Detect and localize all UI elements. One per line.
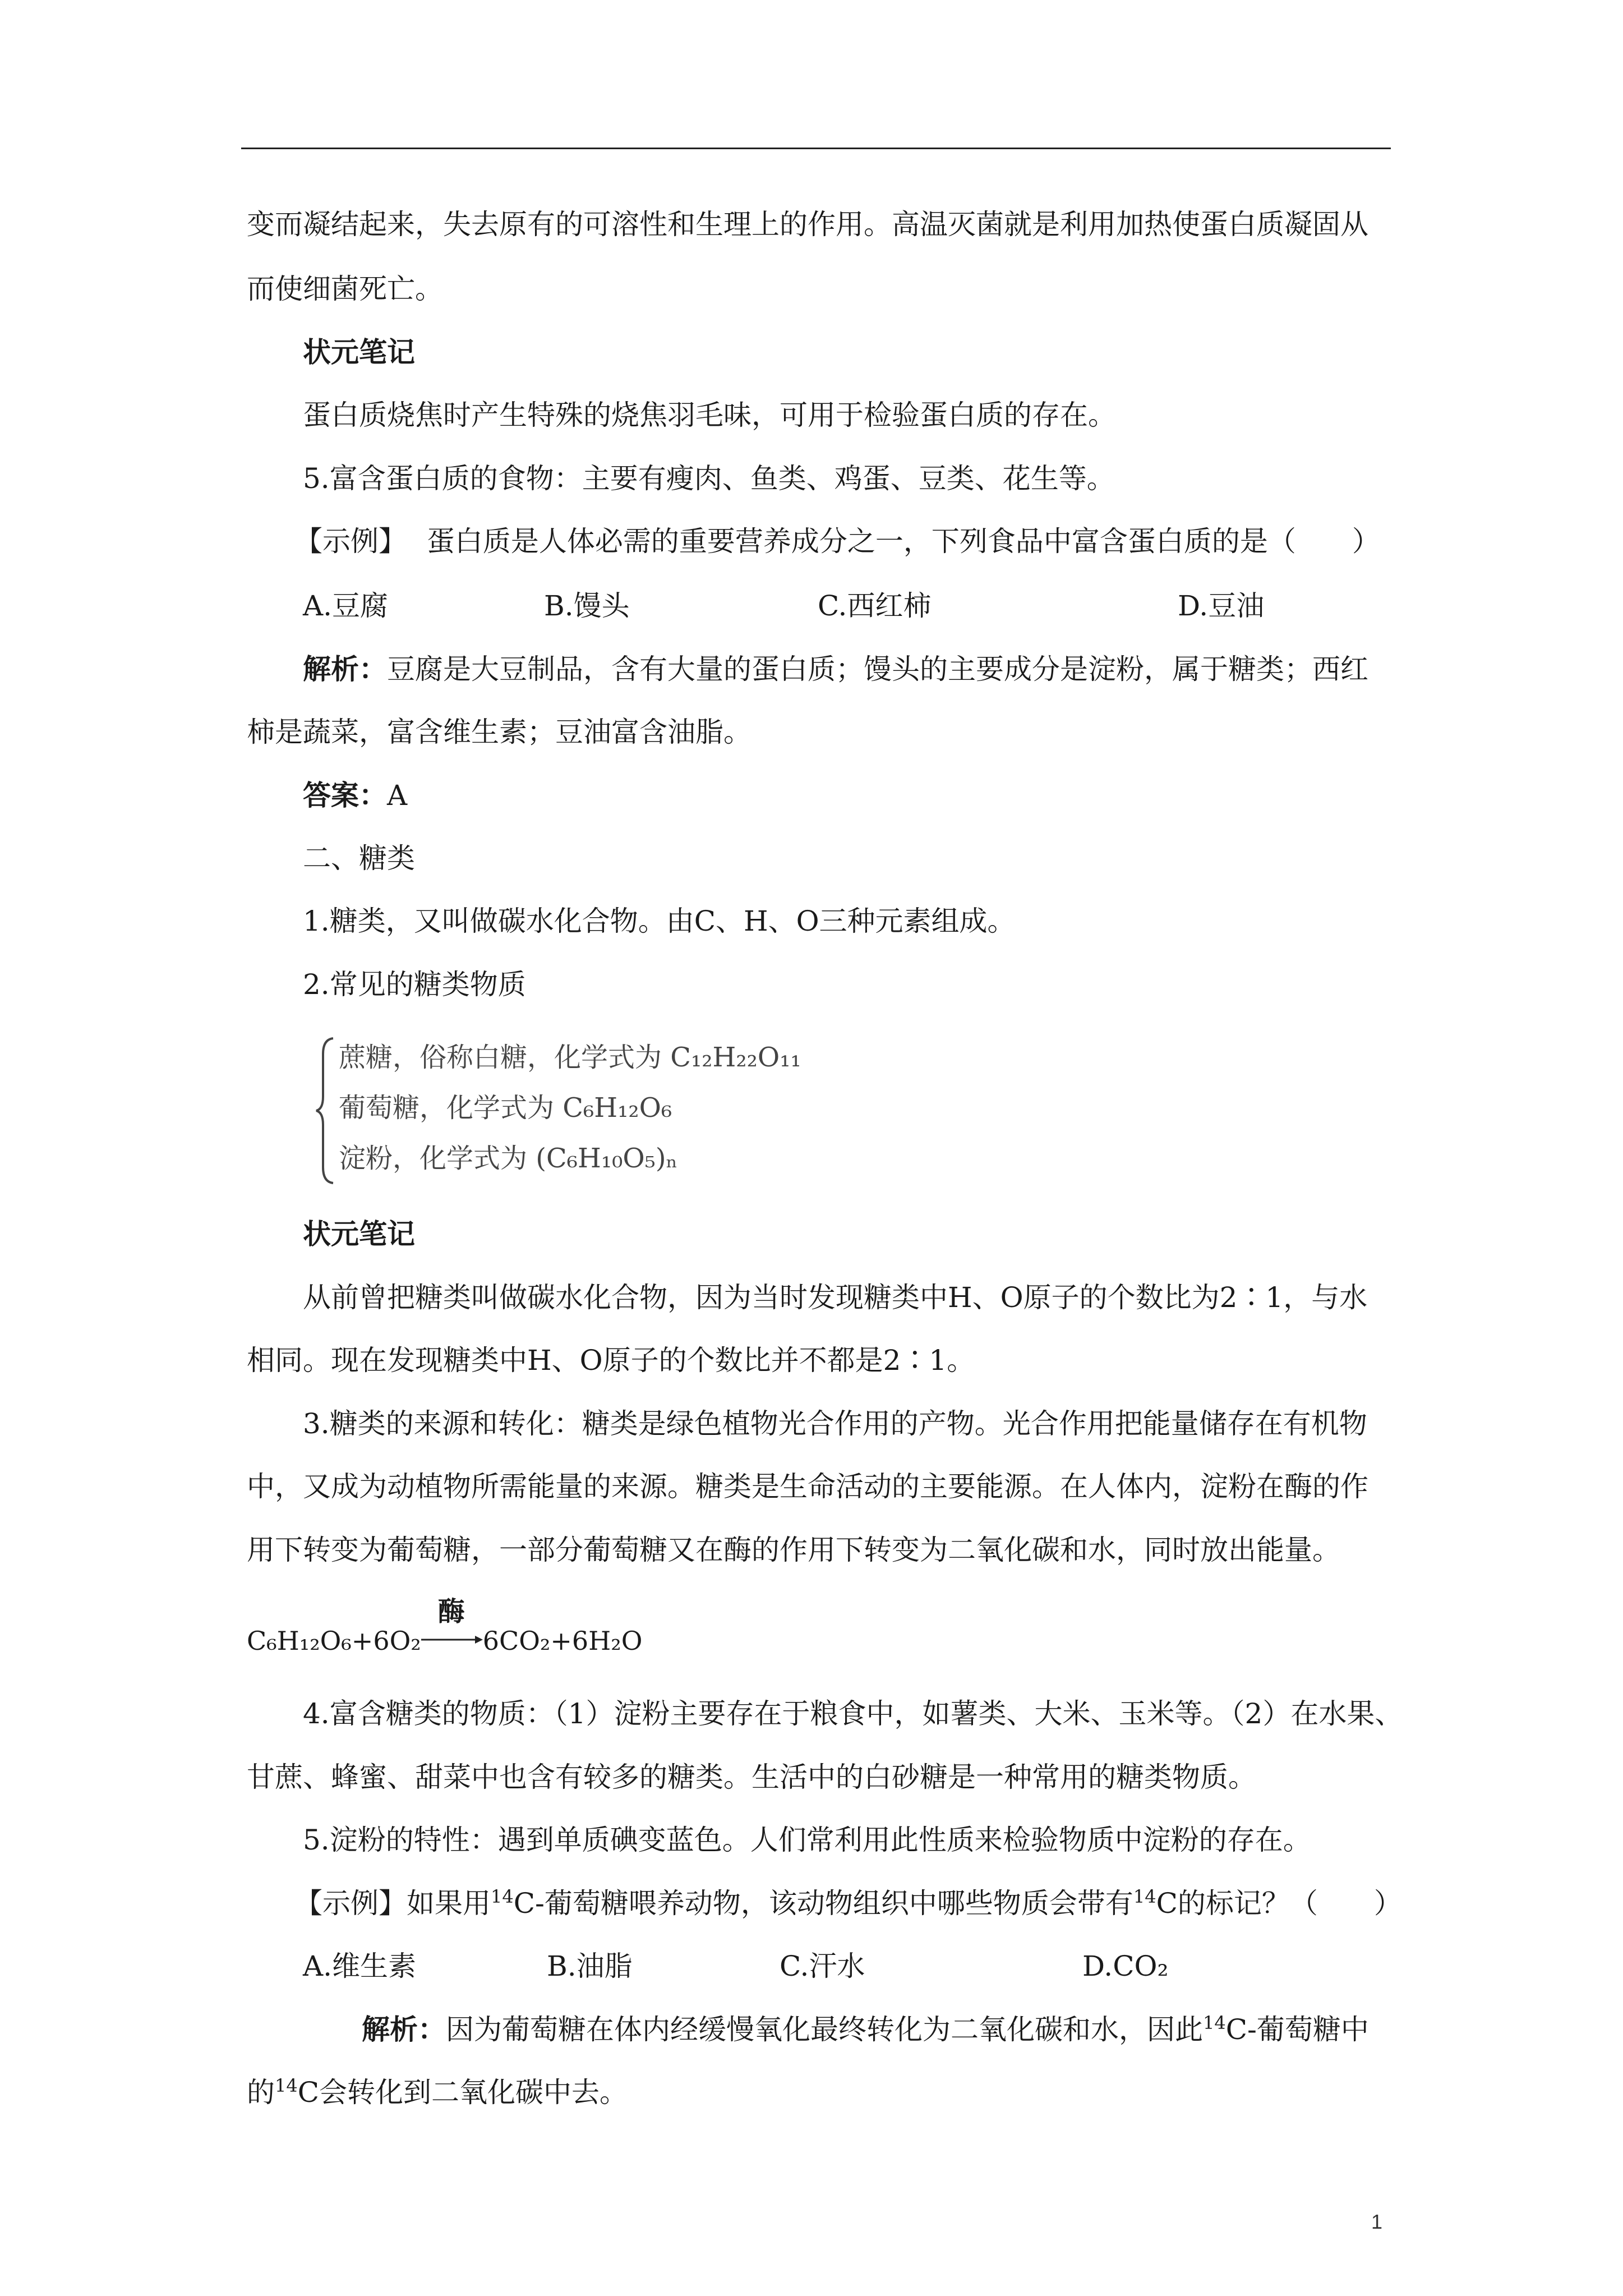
- list-item-2: 2.常见的糖类物质: [303, 968, 526, 1001]
- option-b: B.油脂: [547, 1950, 633, 1982]
- option-c: C.西红柿: [818, 590, 932, 622]
- reaction-arrow: [421, 1596, 483, 1658]
- chemical-equation: [247, 1596, 643, 1658]
- arrow-icon: [421, 1634, 483, 1645]
- list-item-4: 4.富含糖类的物质：（1）淀粉主要存在于粮食中，如薯类、大米、玉米等。（2）在水果、: [303, 1697, 1403, 1730]
- sugar-item: [339, 1041, 801, 1074]
- list-item-3: 3.糖类的来源和转化：糖类是绿色植物光合作用的产物。光合作用把能量储存在有机物: [303, 1407, 1367, 1440]
- sugar-formula: C₁₂H₂₂O₁₁: [670, 1042, 801, 1073]
- option-d: D.CO₂: [1082, 1950, 1169, 1982]
- question-text: C-葡萄糖喂养动物，该动物组织中哪些物质会带有: [513, 1887, 1133, 1920]
- sugar-item: [339, 1091, 672, 1125]
- header-rule: [241, 148, 1391, 149]
- equation-reactants: C₆H₁₂O₆+6O₂: [247, 1626, 421, 1656]
- note-text: 从前曾把糖类叫做碳水化合物，因为当时发现糖类中H、O原子的个数比为2∶1，与水: [303, 1281, 1368, 1314]
- isotope-superscript: 14: [1203, 2012, 1226, 2033]
- sugar-name: 淀粉，化学式为: [339, 1143, 528, 1174]
- list-item-5: 5.富含蛋白质的食物：主要有瘦肉、鱼类、鸡蛋、豆类、花生等。: [303, 462, 1115, 495]
- analysis-text: C会转化到二氧化碳中去。: [297, 2076, 628, 2109]
- option-d: D.豆油: [1178, 590, 1265, 622]
- example-question: [294, 524, 1380, 558]
- analysis-label: 解析：: [303, 652, 387, 685]
- sugar-name: 葡萄糖，化学式为: [339, 1092, 555, 1124]
- sugar-item: [339, 1142, 677, 1175]
- example-label: 【示例】: [294, 1887, 407, 1920]
- isotope-superscript: 14: [1133, 1886, 1156, 1907]
- equation-products: 6CO₂+6H₂O: [482, 1626, 643, 1656]
- list-item-1: 1.糖类，又叫做碳水化合物。由C、H、O三种元素组成。: [303, 905, 1016, 937]
- sugar-list: [314, 1035, 875, 1186]
- sugar-name: 蔗糖，俗称白糖，化学式为: [339, 1042, 662, 1073]
- analysis-line: [247, 2076, 628, 2109]
- question-text: 如果用: [407, 1887, 491, 1920]
- answer-value: A: [387, 779, 408, 812]
- analysis-text: 豆腐是大豆制品，含有大量的蛋白质；馒头的主要成分是淀粉，属于糖类；西红: [387, 653, 1368, 685]
- sugar-formula: (C₆H₁₀O₅)ₙ: [536, 1143, 678, 1174]
- isotope-superscript: 14: [275, 2075, 298, 2096]
- option-a: A.豆腐: [303, 590, 389, 622]
- analysis-text: C-葡萄糖中: [1225, 2013, 1369, 2046]
- section-title: 二、糖类: [303, 842, 415, 875]
- sugar-formula: C₆H₁₂O₆: [562, 1092, 672, 1124]
- note-title: 状元笔记: [303, 335, 415, 369]
- analysis-label: 解析：: [362, 2013, 446, 2046]
- analysis-line: [303, 652, 1368, 686]
- note-title: 状元笔记: [303, 1217, 415, 1250]
- analysis-line: 柿是蔬菜，富含维生素；豆油富含油脂。: [247, 716, 751, 748]
- analysis-line: [362, 2013, 1369, 2046]
- list-item-3: 用下转变为葡萄糖，一部分葡萄糖又在酶的作用下转变为二氧化碳和水，同时放出能量。: [247, 1534, 1340, 1566]
- analysis-text: 的: [247, 2076, 275, 2109]
- list-item-3: 中，又成为动植物所需能量的来源。糖类是生命活动的主要能源。在人体内，淀粉在酶的作: [247, 1470, 1368, 1503]
- paragraph-line: 而使细菌死亡。: [247, 273, 443, 305]
- page-number: 1: [1371, 2210, 1383, 2233]
- isotope-superscript: 14: [491, 1886, 514, 1907]
- example-label: 【示例】: [294, 525, 407, 558]
- option-b: B.馒头: [544, 590, 630, 622]
- answer-label: 答案：: [303, 779, 387, 812]
- option-c: C.汗水: [780, 1950, 865, 1982]
- note-text: 相同。现在发现糖类中H、O原子的个数比并不都是2∶1。: [247, 1344, 975, 1377]
- question-text: C的标记？（ ）: [1156, 1887, 1402, 1920]
- list-item-4: 甘蔗、蜂蜜、甜菜中也含有较多的糖类。生活中的白砂糖是一种常用的糖类物质。: [247, 1761, 1256, 1793]
- question-text: 蛋白质是人体必需的重要营养成分之一，下列食品中富含蛋白质的是（ ）: [426, 525, 1380, 558]
- paragraph-line: 变而凝结起来，失去原有的可溶性和生理上的作用。高温灭菌就是利用加热使蛋白质凝固从: [247, 208, 1368, 241]
- answer-line: [303, 779, 407, 812]
- option-a: A.维生素: [303, 1950, 417, 1982]
- list-item-5: 5.淀粉的特性：遇到单质碘变蓝色。人们常利用此性质来检验物质中淀粉的存在。: [303, 1824, 1311, 1856]
- example-question: [294, 1887, 1402, 1920]
- catalyst-label: 酶: [437, 1596, 465, 1627]
- brace-icon: [314, 1035, 336, 1186]
- analysis-text: 因为葡萄糖在体内经缓慢氧化最终转化为二氧化碳和水，因此: [446, 2013, 1203, 2046]
- note-text: 蛋白质烧焦时产生特殊的烧焦羽毛味，可用于检验蛋白质的存在。: [303, 399, 1116, 431]
